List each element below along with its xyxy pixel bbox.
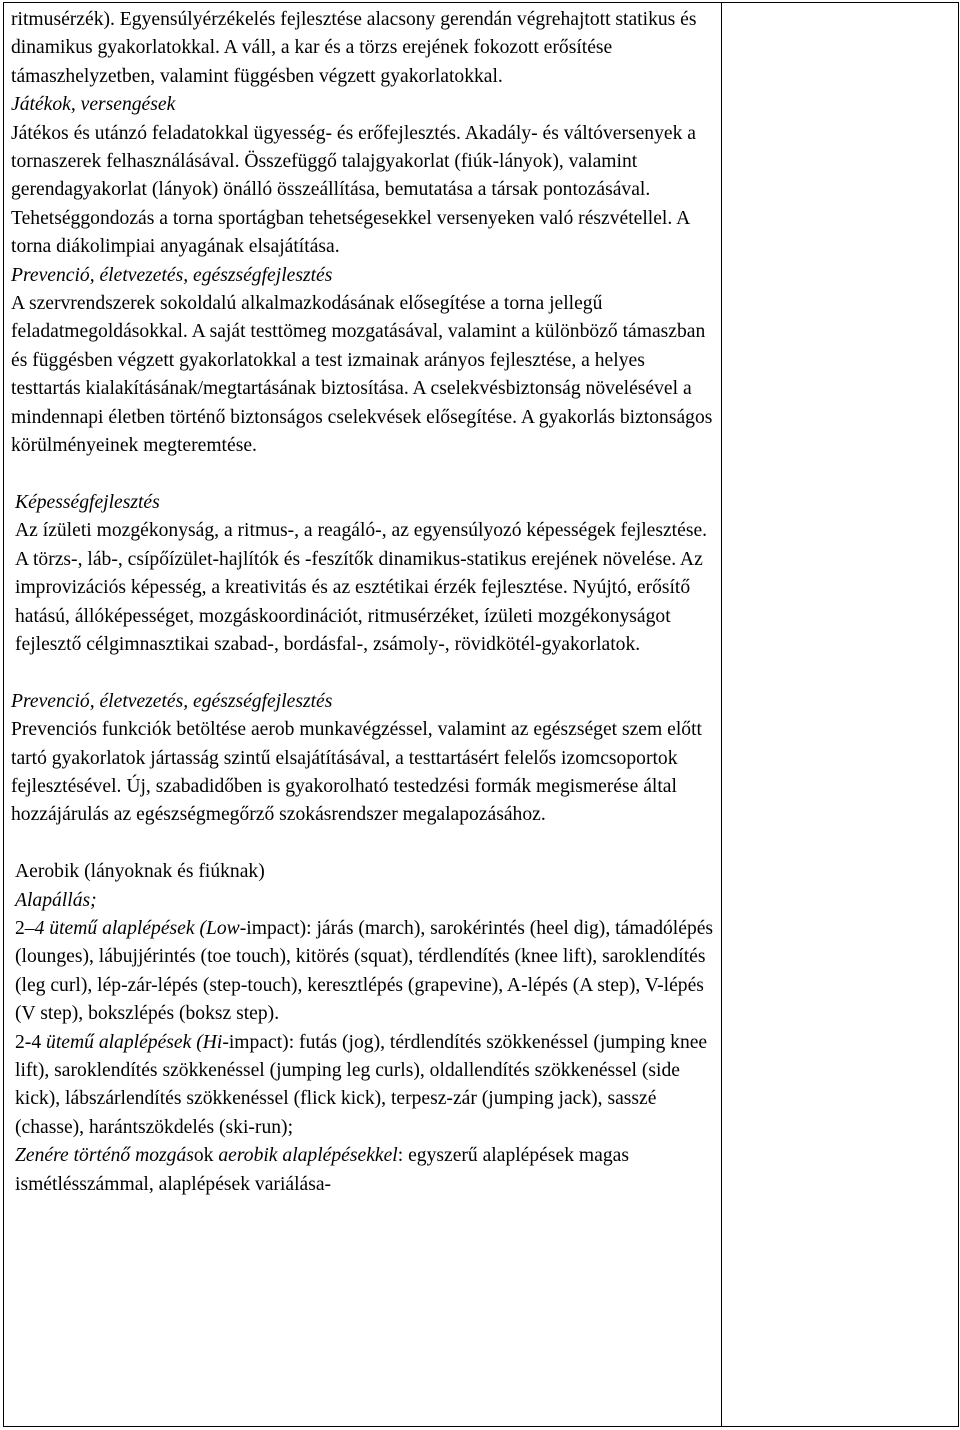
text-run: -impact): futás (jog), térdlendítés szökkenéssel (jumping knee lift), saroklendítés szökkenéssel (jumping leg curls), oldallendítés szökkenéssel (side kick), lábszárlendítés szökkenéssel (flick kick), terpesz-zár (jumping jack), sasszé (chasse), harántszökdelés (ski-run); — [15, 1031, 708, 1138]
paragraph — [11, 915, 717, 1029]
text-run: 2-4 — [15, 1031, 47, 1053]
paragraph-gap — [11, 659, 717, 687]
section-heading: Játékok, versengések — [11, 94, 176, 116]
section-heading: Képességfejlesztés — [15, 491, 160, 513]
section-heading: Prevenció, életvezetés, egészségfejlesztés — [11, 264, 333, 286]
section-heading: Prevenció, életvezetés, egészségfejlesztés — [11, 690, 333, 712]
italic-run: –4 ütemű alaplépések (Low — [24, 917, 240, 939]
content-cell — [4, 3, 722, 1427]
text-run: 2 — [15, 917, 25, 939]
paragraph-gap — [11, 461, 717, 489]
italic-run: ütemű alaplépések (Hi — [46, 1031, 223, 1053]
paragraph: A szervrendszerek sokoldalú alkalmazkodásának elősegítése a torna jellegű feladatmegoldásokkal. A saját testtömeg mozgatásával, valamint a különböző támaszban és függésben végzett gyakorlatokkal a test izmainak arányos fejlesztése, a helyes testtartás kialakításának/megtartásának biztosítása. A cselekvésbiztonság növelésével a mindennapi életben történő biztonságos cselekvések elősegítése. A gyakorlás biztonságos körülményeinek megteremtése. — [11, 293, 713, 457]
paragraph: Aerobik (lányoknak és fiúknak) — [15, 861, 265, 883]
paragraph: ritmusérzék). Egyensúlyérzékelés fejlesztése alacsony gerendán végrehajtott statikus és dinamikus gyakorlatokkal. A váll, a kar és a törzs erejének fokozott erősítése támaszhelyzetben, valamint függésben végzett gyakorlatokkal. — [11, 9, 697, 87]
paragraph: Játékos és utánzó feladatokkal ügyesség- és erőfejlesztés. Akadály- és váltóversenyek a tornaszerek felhasználásával. Összefüggő talajgyakorlat (fiúk-lányok), valamint gerendagyakorlat (lányok) önálló összeállítása, bemutatása a társak pontozásával. Tehetséggondozás a torna sportágban tehetségesekkel versenyeken való részvétellel. A torna diákolimpiai anyagának elsajátítása. — [11, 122, 696, 258]
italic-run: aerobik alaplépésekkel — [218, 1145, 398, 1167]
paragraph: Prevenciós funkciók betöltése aerob munkavégzéssel, valamint az egészséget szem előtt tartó gyakorlatok jártasság szintű elsajátításával, a testtartásért felelős izomcsoportok fejlesztésével. Új, szabadidőben is gyakorolható testedzési formák megismerése által hozzájárulás az egészségmegőrző szokásrendszer megalapozásához. — [11, 719, 702, 826]
document-table — [3, 2, 959, 1427]
italic-run: Zenére történő mozgás — [15, 1145, 194, 1167]
table-row — [4, 3, 959, 1427]
text-run: -impact): járás (march), sarokérintés (heel dig), támadólépés (lounges), lábujjérintés (toe touch), kitörés (squat), térdlendítés (knee lift), saroklendítés (leg curl), lép-zár-lépés (step-touch), keresztlépés (grapevine), A-lépés (A step), V-lépés (V step), bokszlépés (boksz step). — [15, 917, 714, 1025]
text-run: ok — [193, 1145, 219, 1167]
paragraph — [11, 1029, 717, 1143]
empty-side-cell — [722, 3, 959, 1427]
paragraph: Az ízületi mozgékonyság, a ritmus-, a reagáló-, az egyensúlyozó képességek fejlesztése. A törzs-, láb-, csípőízület-hajlítók és -feszítők dinamikus-statikus erejének növelése. Az improvizációs képesség, a kreativitás és az esztétikai érzék fejlesztése. Nyújtó, erősítő hatású, állóképességet, mozgáskoordinációt, ritmusérzéket, ízületi mozgékonyságot fejlesztő célgimnasztikai szabad-, bordásfal-, zsámoly-, rövidkötél-gyakorlatok. — [15, 520, 708, 655]
content-body — [4, 3, 721, 1199]
paragraph-gap — [11, 830, 717, 858]
italic-line: Alapállás; — [15, 889, 97, 911]
text-run: : egyszerű alaplépések magas ismétlésszámmal, alaplépések variálása- — [15, 1145, 629, 1195]
paragraph — [11, 1142, 717, 1199]
